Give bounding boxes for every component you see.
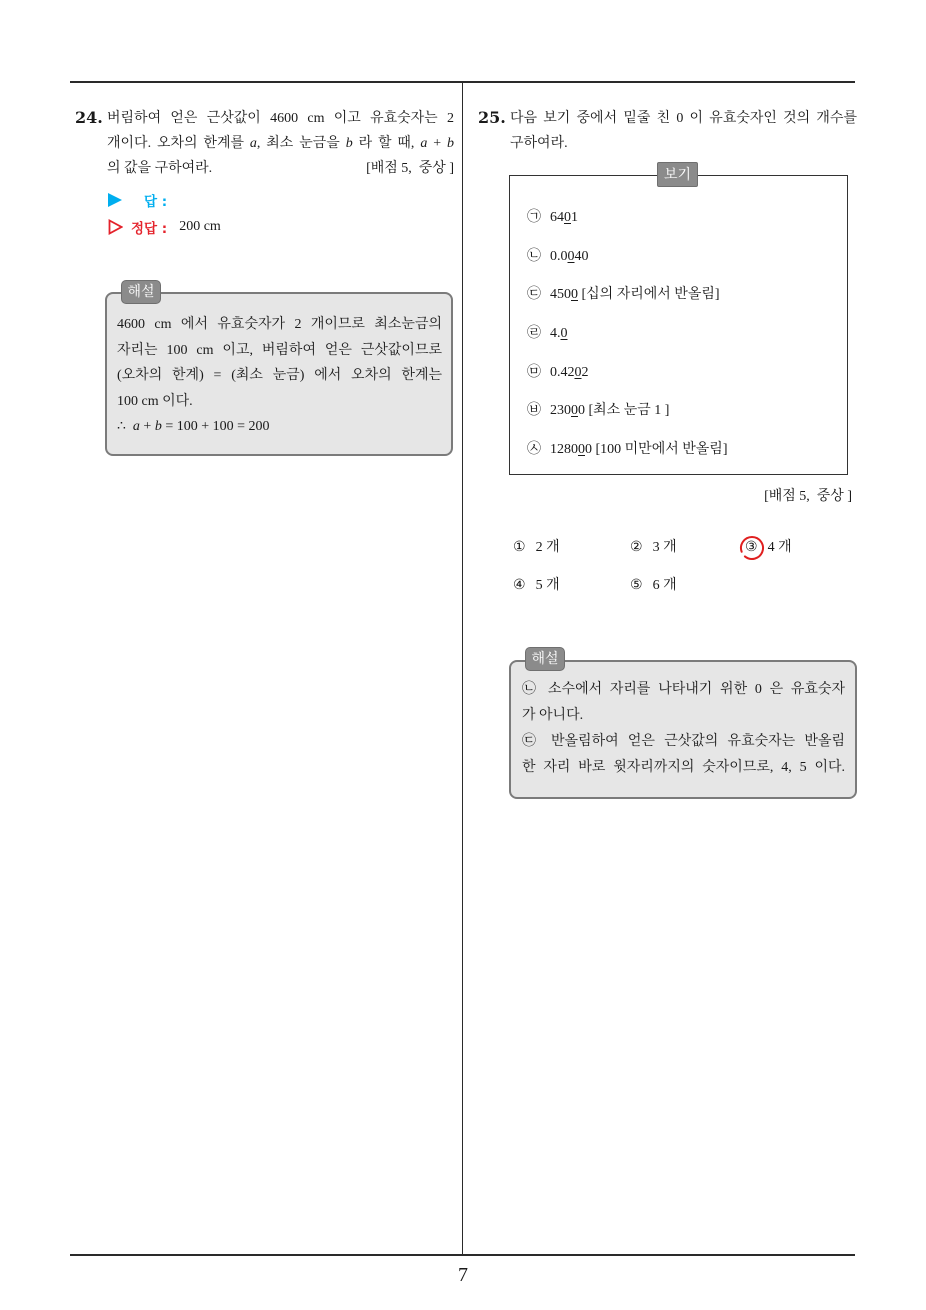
choice-3 bbox=[745, 536, 792, 560]
expr-plus: + bbox=[433, 136, 442, 151]
therefore-symbol: ∴ bbox=[117, 419, 126, 434]
q25-points: [배점 5, 중상 ] bbox=[764, 489, 852, 504]
underlined-zero: 0 bbox=[571, 287, 578, 303]
q24-line-2-part-3: 라 할 때, bbox=[358, 136, 415, 151]
choice-number: ② bbox=[630, 540, 643, 555]
q24-number: 24. bbox=[75, 108, 103, 127]
bogi-item-marker: ㉢ bbox=[527, 287, 541, 303]
solution-line-5 bbox=[117, 414, 442, 440]
choice-2 bbox=[630, 536, 677, 560]
var-b: b bbox=[154, 419, 162, 434]
bogi-item-note: [100 미만에서 반올림] bbox=[595, 442, 728, 458]
answer-label: 답 : bbox=[144, 194, 168, 210]
bogi-value-post: 40 bbox=[574, 248, 589, 264]
choice-text: 4 개 bbox=[767, 540, 792, 555]
bottom-rule bbox=[70, 1254, 855, 1256]
var-a: a bbox=[132, 419, 140, 434]
q24-line-3-text: 의 값을 구하여라. bbox=[107, 161, 213, 176]
solution-tab-q24: 해설 bbox=[121, 280, 161, 304]
choice-number: ④ bbox=[513, 578, 526, 593]
q24-line-2-part-2: , 최소 눈금을 bbox=[256, 136, 340, 151]
choice-text: 3 개 bbox=[652, 540, 677, 555]
q24-line-1: 버림하여 얻은 근삿값이 4600 cm 이고 유효숫자는 2 bbox=[107, 111, 454, 126]
bogi-value-pre: 230 bbox=[550, 403, 571, 419]
bogi-item-marker: ㉥ bbox=[527, 403, 541, 419]
bogi-item-6 bbox=[527, 392, 847, 431]
bogi-value-pre: 4. bbox=[550, 326, 561, 342]
bogi-item-marker: ㉡ bbox=[527, 248, 541, 264]
bogi-item-note: [십의 자리에서 반올림] bbox=[581, 287, 720, 303]
solution-line-1: ㉡ 소수에서 자리를 나타내기 위한 0 은 유효숫자 bbox=[522, 682, 845, 697]
correct-answer-value: 200 cm bbox=[179, 219, 221, 234]
q25-line-1: 다음 보기 중에서 밑줄 친 0 이 유효숫자인 것의 개수를 bbox=[510, 111, 857, 126]
bogi-item-4 bbox=[527, 315, 847, 354]
solution-line-1: 4600 cm 에서 유효숫자가 2 개이므로 최소눈금의 bbox=[117, 317, 442, 332]
play-triangle-outline-icon bbox=[108, 219, 123, 235]
solution-tab-q25: 해설 bbox=[525, 647, 565, 671]
correct-answer-label: 정답 : bbox=[131, 221, 168, 237]
bogi-tab: 보기 bbox=[657, 162, 698, 187]
solution-result: = 100 + 100 = 200 bbox=[165, 419, 270, 434]
bogi-item-3 bbox=[527, 276, 847, 315]
answer-mark-circle bbox=[738, 534, 766, 562]
underlined-zero: 0 bbox=[560, 326, 568, 342]
column-divider bbox=[462, 82, 463, 1255]
bogi-value-post: 0 bbox=[585, 442, 592, 458]
bogi-item-marker: ㉣ bbox=[527, 326, 541, 342]
bogi-item-marker: ㉦ bbox=[527, 442, 541, 458]
underlined-zero: 0 bbox=[567, 248, 575, 264]
bogi-item-marker: ㉠ bbox=[527, 210, 541, 225]
underlined-zero: 0 bbox=[574, 364, 582, 380]
plus-sign: + bbox=[143, 419, 152, 434]
bogi-item-note: [최소 눈금 1 ] bbox=[588, 403, 670, 419]
solution-box-q25 bbox=[509, 660, 857, 799]
choice-number: ⑤ bbox=[630, 578, 643, 593]
var-a: a bbox=[249, 136, 257, 151]
bogi-value-pre: 1280 bbox=[550, 442, 578, 458]
correct-answer-row bbox=[108, 215, 221, 239]
bogi-item-7 bbox=[527, 431, 847, 470]
solution-line-4: 100 cm 이다. bbox=[117, 393, 193, 409]
bogi-item-2 bbox=[527, 238, 847, 277]
solution-line-4: 한 자리 바로 윗자리까지의 숫자이므로, 4, 5 이다. bbox=[522, 760, 845, 775]
choice-text: 2 개 bbox=[535, 540, 560, 555]
q24-points: [배점 5, 중상 ] bbox=[366, 161, 454, 176]
bogi-value-post: 0 bbox=[578, 403, 585, 419]
bogi-item-1 bbox=[527, 199, 847, 238]
page-number: 7 bbox=[458, 1264, 468, 1286]
choice-4 bbox=[513, 574, 560, 598]
bogi-value-pre: 450 bbox=[550, 287, 571, 303]
underlined-zero: 0 bbox=[571, 403, 578, 419]
q25-text bbox=[510, 106, 857, 156]
choice-5 bbox=[630, 574, 677, 598]
choice-text: 5 개 bbox=[535, 578, 560, 593]
choice-text: 6 개 bbox=[652, 578, 677, 593]
q24-line-2-part-1: 개이다. 오차의 한계를 bbox=[107, 136, 244, 151]
expr-b: b bbox=[447, 136, 455, 151]
q24-line-3 bbox=[107, 156, 454, 181]
bogi-value-pre: 64 bbox=[550, 210, 564, 225]
choice-number: ① bbox=[513, 540, 526, 555]
q24-text bbox=[107, 106, 454, 181]
answer-row bbox=[108, 188, 167, 212]
bogi-box bbox=[509, 175, 848, 475]
choice-1 bbox=[513, 536, 560, 560]
expr-a: a bbox=[420, 136, 428, 151]
choice-number: ③ bbox=[745, 536, 758, 560]
q25-line-2: 구하여라. bbox=[510, 136, 568, 151]
solution-line-2: 자리는 100 cm 이고, 버림하여 얻은 근삿값이므로 bbox=[117, 342, 442, 358]
q25-number: 25. bbox=[478, 108, 506, 127]
bogi-item-marker: ㉤ bbox=[527, 364, 541, 380]
bogi-value-post: 1 bbox=[571, 210, 578, 225]
bogi-value-pre: 0.0 bbox=[550, 248, 568, 264]
bogi-item-5 bbox=[527, 354, 847, 393]
solution-line-2: 가 아니다. bbox=[522, 708, 584, 723]
underlined-zero: 0 bbox=[564, 210, 571, 225]
solution-line-3: ㉢ 반올림하여 얻은 근삿값의 유효숫자는 반올림 bbox=[522, 734, 845, 749]
underlined-zero: 0 bbox=[578, 442, 585, 458]
var-b: b bbox=[345, 136, 353, 151]
q24-line-2 bbox=[107, 131, 454, 156]
solution-line-3: (오차의 한계) = (최소 눈금) 에서 오차의 한계는 bbox=[117, 368, 442, 383]
solution-box-q24 bbox=[105, 292, 453, 456]
bogi-value-pre: 0.42 bbox=[550, 364, 575, 380]
play-triangle-filled-icon bbox=[108, 193, 122, 207]
bogi-value-post: 2 bbox=[581, 364, 589, 380]
